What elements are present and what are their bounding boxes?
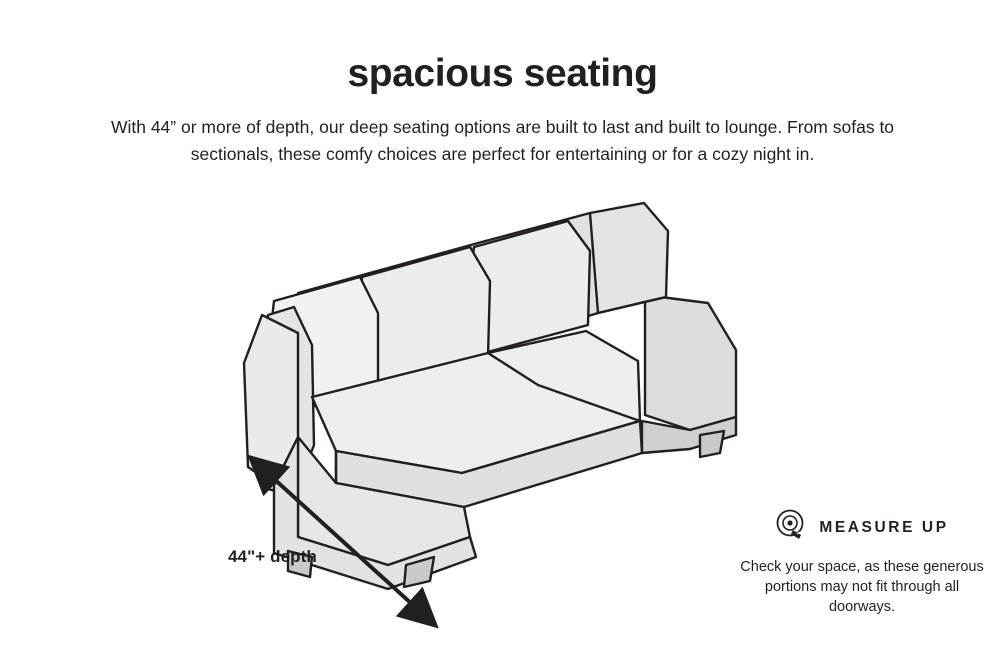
tape-measure-icon xyxy=(775,508,809,547)
depth-label: 44"+ depth xyxy=(228,547,317,566)
measure-up-note: Check your space, as these generous portions may not fit through all doorways. xyxy=(740,559,984,615)
depth-dimension xyxy=(222,440,462,640)
measure-up-block xyxy=(737,508,987,617)
description-text: With 44” or more of depth, our deep seating options are built to last and built to lounge. From sofas to sectionals, these comfy choices are perfect for entertaining or for a cozy night in. xyxy=(110,117,895,164)
page-title: spacious seating xyxy=(347,52,658,95)
measure-up-title: MEASURE UP xyxy=(819,518,949,536)
depth-dimension-arrow xyxy=(222,440,462,640)
measure-up-header xyxy=(737,508,987,547)
